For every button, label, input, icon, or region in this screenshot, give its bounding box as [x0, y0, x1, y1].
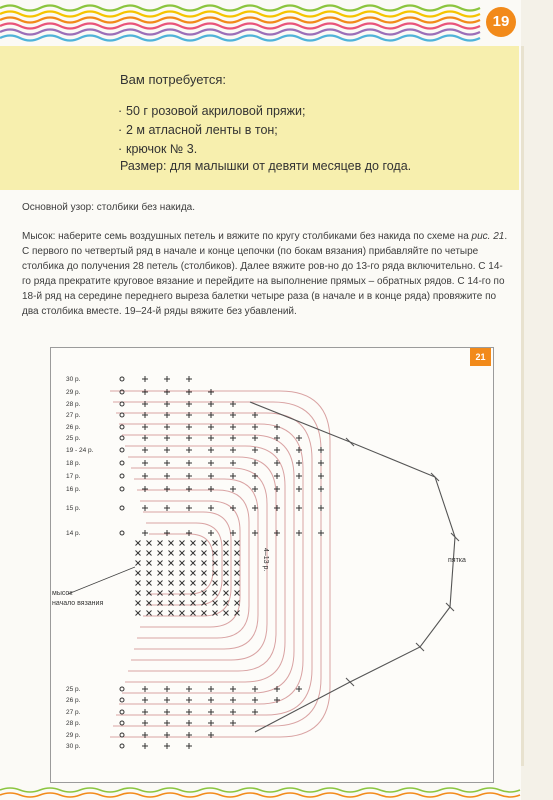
- stitch-mark: [235, 541, 240, 546]
- stitch-mark: [147, 541, 152, 546]
- requirement-item: · 50 г розовой акриловой пряжи;: [118, 104, 306, 118]
- stitch-mark: [213, 581, 218, 586]
- stitch-mark: [191, 551, 196, 556]
- row-label: 27 р.: [66, 412, 81, 419]
- stitch-mark: [252, 473, 258, 479]
- stitch-mark: [147, 591, 152, 596]
- stitch-mark: [164, 376, 170, 382]
- stitch-mark: [186, 720, 192, 726]
- stitch-mark: [318, 530, 324, 536]
- stitch-mark: [252, 686, 258, 692]
- stitch-mark: [235, 581, 240, 586]
- stitch-mark: [142, 743, 148, 749]
- stitch-mark: [202, 581, 207, 586]
- stitch-mark: [296, 530, 302, 536]
- heel-label: пятка: [448, 557, 466, 564]
- stitch-mark: [274, 686, 280, 692]
- stitch-mark: [180, 551, 185, 556]
- stitch-mark: [164, 435, 170, 441]
- chain-mark: [120, 413, 124, 417]
- stitch-mark: [186, 460, 192, 466]
- stitch-mark: [213, 601, 218, 606]
- stitch-mark: [230, 709, 236, 715]
- row-label: 15 р.: [66, 505, 81, 512]
- stitch-mark: [252, 424, 258, 430]
- stitch-mark: [208, 720, 214, 726]
- stitch-mark: [208, 505, 214, 511]
- stitch-mark: [208, 447, 214, 453]
- stitch-mark: [224, 591, 229, 596]
- stitch-mark: [274, 530, 280, 536]
- stitch-mark: [318, 505, 324, 511]
- stitch-mark: [230, 720, 236, 726]
- stitch-mark: [186, 530, 192, 536]
- stitch-mark: [164, 424, 170, 430]
- stitch-mark: [230, 686, 236, 692]
- stitch-mark: [164, 460, 170, 466]
- stitch-mark: [224, 611, 229, 616]
- stitch-mark: [186, 697, 192, 703]
- stitch-mark: [186, 447, 192, 453]
- stitch-mark: [186, 686, 192, 692]
- stitch-mark: [191, 561, 196, 566]
- stitch-mark: [169, 591, 174, 596]
- row-label: 26 р.: [66, 424, 81, 431]
- stitch-mark: [147, 551, 152, 556]
- stitch-mark: [142, 720, 148, 726]
- stitch-mark: [164, 743, 170, 749]
- row-label: 28 р.: [66, 720, 81, 727]
- stitch-mark: [191, 541, 196, 546]
- stitch-mark: [208, 697, 214, 703]
- basic-pattern-text: Основной узор: столбики без накида.: [22, 202, 196, 213]
- stitch-mark: [142, 424, 148, 430]
- stitch-mark: [296, 473, 302, 479]
- stitch-mark: [252, 447, 258, 453]
- stitch-mark: [169, 581, 174, 586]
- stitch-mark: [213, 541, 218, 546]
- stitch-mark: [208, 709, 214, 715]
- chain-mark: [120, 733, 124, 737]
- size-info: Размер: для малышки от девяти месяцев до года.: [120, 159, 412, 173]
- row-label: 27 р.: [66, 709, 81, 716]
- stitch-mark: [186, 505, 192, 511]
- stitch-mark: [202, 551, 207, 556]
- stitch-mark: [213, 551, 218, 556]
- chain-mark: [120, 506, 124, 510]
- stitch-mark: [230, 460, 236, 466]
- row-label: 26 р.: [66, 697, 81, 704]
- stitch-mark: [252, 697, 258, 703]
- stitch-mark: [318, 486, 324, 492]
- stitch-mark: [180, 561, 185, 566]
- stitch-mark: [252, 460, 258, 466]
- stitch-mark: [142, 709, 148, 715]
- stitch-mark: [158, 571, 163, 576]
- stitch-mark: [235, 591, 240, 596]
- row-label: 16 р.: [66, 486, 81, 493]
- stitch-mark: [318, 473, 324, 479]
- stitch-mark: [169, 561, 174, 566]
- chain-mark: [120, 698, 124, 702]
- stitch-mark: [208, 530, 214, 536]
- chain-mark: [120, 721, 124, 725]
- stitch-mark: [224, 541, 229, 546]
- wave-decoration: [0, 0, 553, 44]
- stitch-mark: [274, 435, 280, 441]
- stitch-mark: [191, 571, 196, 576]
- stitch-mark: [230, 435, 236, 441]
- stitch-mark: [136, 551, 141, 556]
- stitch-mark: [202, 591, 207, 596]
- chain-mark: [120, 377, 124, 381]
- stitch-mark: [147, 561, 152, 566]
- stitch-mark: [186, 435, 192, 441]
- stitch-mark: [136, 571, 141, 576]
- stitch-mark: [186, 486, 192, 492]
- stitch-mark: [208, 486, 214, 492]
- stitch-mark: [169, 551, 174, 556]
- stitch-mark: [142, 447, 148, 453]
- row-label: 25 р.: [66, 435, 81, 442]
- stitch-mark: [208, 686, 214, 692]
- stitch-mark: [164, 447, 170, 453]
- stitch-mark: [296, 435, 302, 441]
- stitch-mark: [136, 561, 141, 566]
- stitch-mark: [235, 571, 240, 576]
- stitch-mark: [164, 709, 170, 715]
- stitch-mark: [142, 697, 148, 703]
- stitch-mark: [169, 571, 174, 576]
- chain-mark: [120, 402, 124, 406]
- heel-outline: [250, 402, 459, 732]
- row-label: 30 р.: [66, 743, 81, 750]
- stitch-mark: [164, 389, 170, 395]
- stitch-mark: [296, 460, 302, 466]
- chain-mark: [120, 687, 124, 691]
- stitch-mark: [202, 611, 207, 616]
- stitch-mark: [136, 591, 141, 596]
- toe-label: мысок: [52, 590, 73, 597]
- stitch-mark: [169, 611, 174, 616]
- stitch-mark: [202, 571, 207, 576]
- requirements-list: [118, 102, 305, 159]
- stitch-mark: [230, 473, 236, 479]
- row-arcs: [110, 391, 330, 737]
- stitch-mark: [252, 709, 258, 715]
- chain-mark: [120, 461, 124, 465]
- requirement-item: · 2 м атласной ленты в тон;: [118, 123, 278, 137]
- stitch-mark: [208, 435, 214, 441]
- crochet-chart: [50, 347, 492, 781]
- stitch-mark: [296, 486, 302, 492]
- row-label: 14 р.: [66, 530, 81, 537]
- chain-mark: [120, 744, 124, 748]
- stitch-mark: [274, 424, 280, 430]
- stitch-mark: [224, 571, 229, 576]
- row-labels: [66, 376, 94, 750]
- chain-mark: [120, 448, 124, 452]
- stitch-mark: [158, 581, 163, 586]
- stitch-mark: [274, 473, 280, 479]
- stitch-mark: [180, 541, 185, 546]
- stitch-mark: [147, 581, 152, 586]
- stitch-mark: [164, 505, 170, 511]
- stitch-mark: [213, 591, 218, 596]
- stitch-mark: [191, 611, 196, 616]
- chain-mark: [120, 710, 124, 714]
- stitch-mark: [186, 709, 192, 715]
- stitch-mark: [230, 505, 236, 511]
- stitch-mark: [164, 686, 170, 692]
- stitch-mark: [208, 460, 214, 466]
- stitch-mark: [318, 460, 324, 466]
- stitch-mark: [147, 611, 152, 616]
- stitch-mark: [142, 376, 148, 382]
- toe-leader-line: [68, 567, 135, 594]
- stitch-mark: [235, 601, 240, 606]
- stitch-mark: [186, 743, 192, 749]
- row-label: 29 р.: [66, 732, 81, 739]
- stitch-mark: [235, 551, 240, 556]
- requirements-title: Вам потребуется:: [120, 72, 226, 87]
- chain-mark: [120, 474, 124, 478]
- stitch-mark: [230, 697, 236, 703]
- stitch-mark: [191, 581, 196, 586]
- requirement-item: · крючок № 3.: [118, 142, 198, 156]
- figure-number: 21: [470, 348, 491, 366]
- stitch-mark: [142, 435, 148, 441]
- stitch-mark: [158, 611, 163, 616]
- stitch-mark: [180, 591, 185, 596]
- stitch-mark: [136, 541, 141, 546]
- stitch-mark: [180, 611, 185, 616]
- stitch-mark: [142, 530, 148, 536]
- stitch-mark: [274, 505, 280, 511]
- stitch-mark: [180, 581, 185, 586]
- chain-mark: [120, 487, 124, 491]
- stitch-mark: [191, 591, 196, 596]
- stitch-mark: [230, 486, 236, 492]
- stitch-mark: [208, 473, 214, 479]
- stitch-mark: [202, 541, 207, 546]
- row-label: 30 р.: [66, 376, 81, 383]
- stitch-mark: [136, 601, 141, 606]
- row-label: 29 р.: [66, 389, 81, 396]
- chain-mark: [120, 436, 124, 440]
- stitch-mark: [142, 686, 148, 692]
- stitch-mark: [186, 473, 192, 479]
- stitch-mark: [186, 424, 192, 430]
- stitch-mark: [202, 561, 207, 566]
- stitch-mark: [142, 460, 148, 466]
- toe-instructions: Мысок: наберите семь воздушных петель и вяжите по кругу столбиками без накида по схеме на рис. 21. С первого по четвертый ряд в начале и конце цепочки (по бокам вязания) прибавляйте по четыре столбика до получения 28 петель (столбиков). Далее вяжите ров-но до 13-го ряда включительно. С 14-го ряда прекратите круговое вязание и перейдите на выполнение прямых – обратных рядов. С 14-го по 18-й ряд на середине переднего выреза балетки четыре раза (в начале и в конце ряда) провяжите по два столбика вместе. 19–24-й ряды вяжите без убавлений.: [22, 231, 508, 317]
- stitch-mark: [164, 720, 170, 726]
- stitch-mark: [235, 611, 240, 616]
- stitch-mark: [186, 389, 192, 395]
- stitch-mark: [180, 571, 185, 576]
- bottom-wave-decoration: [0, 785, 521, 800]
- stitch-mark: [158, 561, 163, 566]
- stitch-mark: [136, 611, 141, 616]
- stitch-mark: [230, 447, 236, 453]
- stitch-mark: [136, 581, 141, 586]
- center-rows-label: 4–13 р.: [262, 548, 269, 572]
- stitch-mark: [224, 581, 229, 586]
- page-number: 19: [486, 7, 516, 37]
- stitch-mark: [164, 473, 170, 479]
- chain-mark: [120, 531, 124, 535]
- stitch-mark: [158, 541, 163, 546]
- stitch-mark: [296, 505, 302, 511]
- stitch-mark: [142, 389, 148, 395]
- stitch-mark: [230, 424, 236, 430]
- stitch-mark: [142, 473, 148, 479]
- stitch-mark: [224, 551, 229, 556]
- row-label: 25 р.: [66, 686, 81, 693]
- stitch-mark: [274, 486, 280, 492]
- stitch-mark: [224, 561, 229, 566]
- stitch-mark: [147, 571, 152, 576]
- row-label: 17 р.: [66, 473, 81, 480]
- stitch-mark: [208, 424, 214, 430]
- stitch-mark: [252, 435, 258, 441]
- stitch-mark: [169, 541, 174, 546]
- start-label: начало вязания: [52, 600, 104, 607]
- row-label: 28 р.: [66, 401, 81, 408]
- stitch-mark: [252, 530, 258, 536]
- chain-mark: [120, 425, 124, 429]
- stitch-mark: [318, 447, 324, 453]
- row-label: 19 - 24 р.: [66, 447, 94, 454]
- stitch-mark: [164, 530, 170, 536]
- stitch-mark: [164, 697, 170, 703]
- stitch-mark: [235, 561, 240, 566]
- right-margin-bar: [521, 0, 553, 800]
- stitch-mark: [164, 486, 170, 492]
- stitch-mark: [142, 486, 148, 492]
- stitch-mark: [274, 447, 280, 453]
- stitch-mark: [208, 389, 214, 395]
- row-label: 18 р.: [66, 460, 81, 467]
- stitch-mark: [186, 376, 192, 382]
- stitch-mark: [158, 591, 163, 596]
- stitch-mark: [158, 551, 163, 556]
- stitch-mark: [142, 505, 148, 511]
